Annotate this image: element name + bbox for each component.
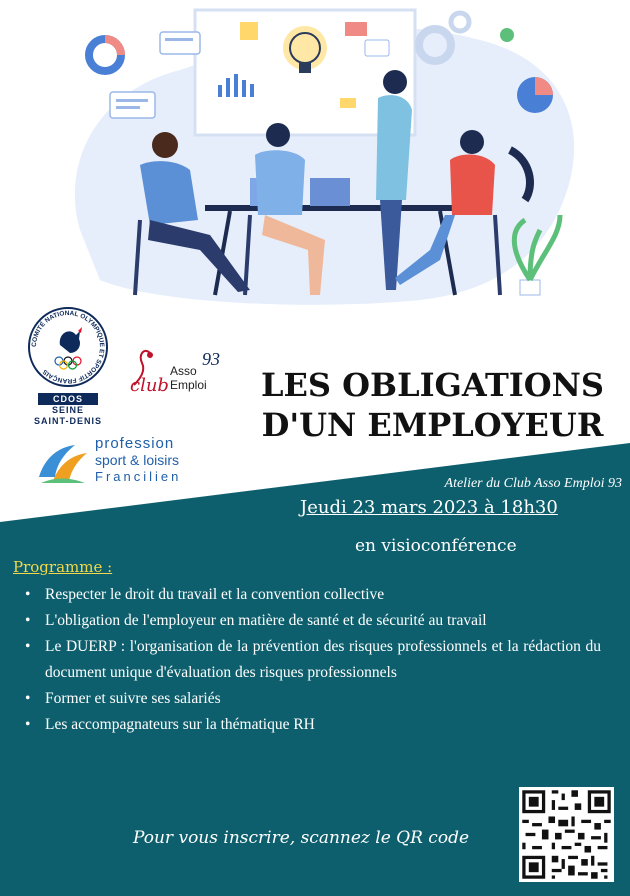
psl-line-sport-loisirs: sport & loisirs xyxy=(95,452,180,468)
cdos-line-saint-denis: SAINT-DENIS xyxy=(33,416,102,426)
psl-line-profession: profession xyxy=(95,435,175,452)
programme-list xyxy=(25,582,601,738)
club-number: 93 xyxy=(202,349,220,369)
event-format: en visioconférence xyxy=(355,536,517,556)
club-script: club xyxy=(130,375,169,396)
list-item: • Respecter le droit du travail et la convention collective xyxy=(25,582,601,608)
profession-sport-loisirs-logo xyxy=(35,435,215,490)
cdos-ring-text: COMITÉ NATIONAL OLYMPIQUE ET SPORTIF FRANÇAIS xyxy=(30,309,106,385)
list-item: • L'obligation de l'employeur en matière de santé et de sécurité au travail xyxy=(25,608,601,634)
psl-line-francilien: Francilien xyxy=(95,469,182,484)
list-item: • Le DUERP : l'organisation de la prévention des risques professionnels et la rédaction du document unique d'évaluation des risques professionnels xyxy=(25,634,601,686)
title-line-1: LES OBLIGATIONS xyxy=(261,366,604,404)
register-instruction: Pour vous inscrire, scannez le QR code xyxy=(133,828,470,848)
page-title xyxy=(235,365,630,445)
list-item: • Les accompagnateurs sur la thématique RH xyxy=(25,712,601,738)
club-emploi: Emploi xyxy=(170,378,207,392)
programme-heading: Programme : xyxy=(13,558,113,576)
club-asso-emploi-logo xyxy=(112,345,237,415)
olympic-rooster-logo xyxy=(26,305,110,389)
qr-code-icon[interactable] xyxy=(519,787,614,882)
cdos-logo xyxy=(22,305,114,437)
club-asso: Asso xyxy=(170,364,197,378)
list-item: • Former et suivre ses salariés xyxy=(25,686,601,712)
cdos-line-seine: SEINE xyxy=(51,405,84,415)
team-meeting-illustration xyxy=(40,0,600,305)
title-line-2: D'UN EMPLOYEUR xyxy=(261,406,604,444)
event-date: Jeudi 23 mars 2023 à 18h30 xyxy=(300,497,558,518)
cdos-label: CDOS xyxy=(38,393,98,405)
atelier-subtitle: Atelier du Club Asso Emploi 93 xyxy=(444,476,622,491)
psl-swoosh-icon xyxy=(35,437,93,487)
